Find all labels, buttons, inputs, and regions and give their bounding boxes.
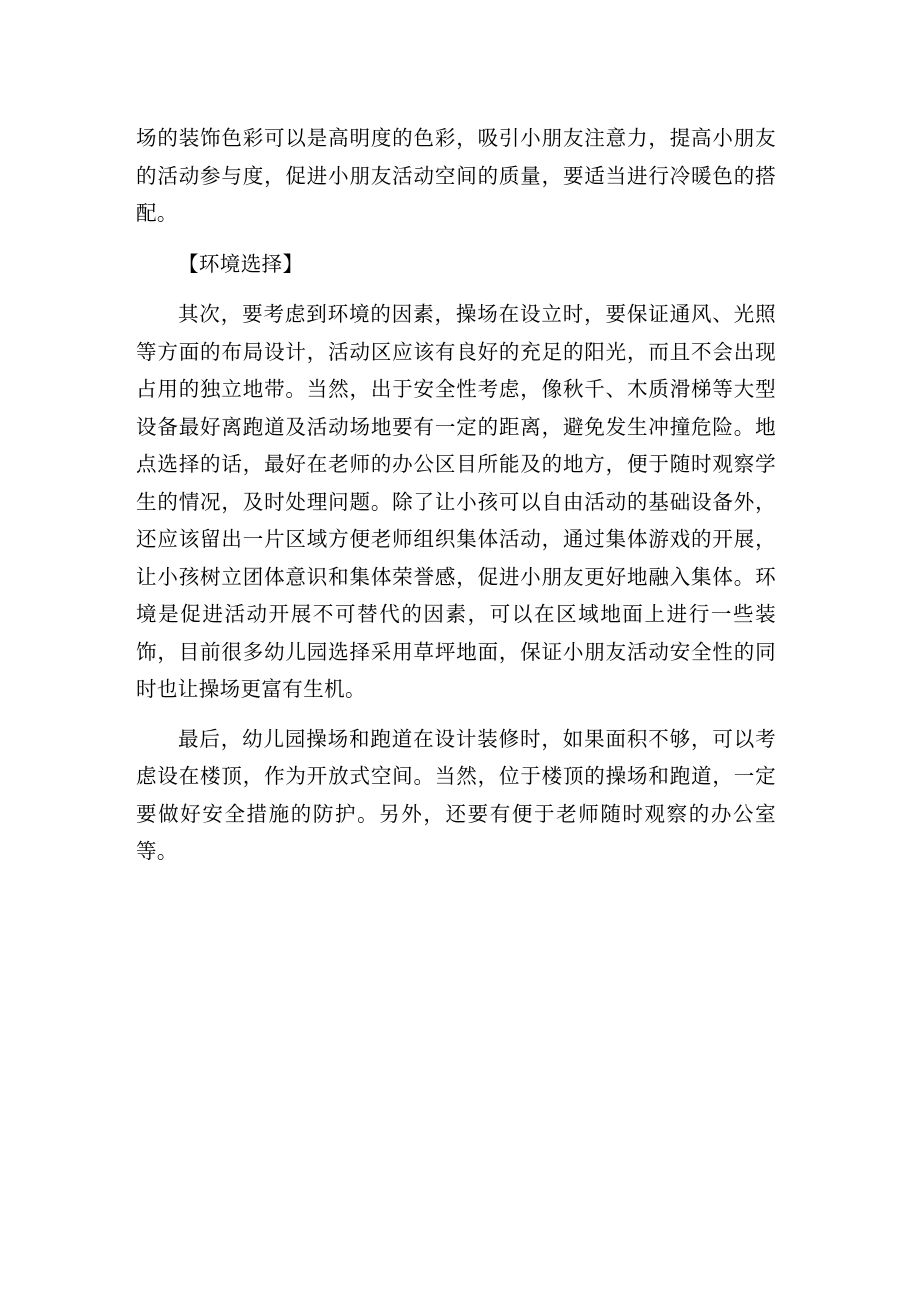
section-heading-environment-selection: 【环境选择】: [178, 251, 304, 276]
paragraph-color-design-continuation: 场的装饰色彩可以是高明度的色彩，吸引小朋友注意力，提高小朋友的活动参与度，促进小朋友活动空间的质量，要适当进行冷暖色的搭配。: [136, 126, 776, 225]
document-body: [136, 120, 776, 871]
paragraph-environment: 其次，要考虑到环境的因素，操场在设立时，要保证通风、光照等方面的布局设计，活动区应该有良好的充足的阳光，而且不会出现占用的独立地带。当然，出于安全性考虑，像秋千、木质滑梯等大型设备最好离跑道及活动场地要有一定的距离，避免发生冲撞危险。地点选择的话，最好在老师的办公区目所能及的地方，便于随时观察学生的情况，及时处理问题。除了让小孩可以自由活动的基础设备外，还应该留出一片区域方便老师组织集体活动，通过集体游戏的开展，让小孩树立团体意识和集体荣誉感，促进小朋友更好地融入集体。环境是促进活动开展不可替代的因素，可以在区域地面上进行一些装饰，目前很多幼儿园选择采用草坪地面，保证小朋友活动安全性的同时也让操场更富有生机。: [136, 302, 776, 701]
paragraph-finally: 最后，幼儿园操场和跑道在设计装修时，如果面积不够，可以考虑设在楼顶，作为开放式空间。当然，位于楼顶的操场和跑道，一定要做好安全措施的防护。另外，还要有便于老师随时观察的办公室等。: [136, 726, 776, 863]
